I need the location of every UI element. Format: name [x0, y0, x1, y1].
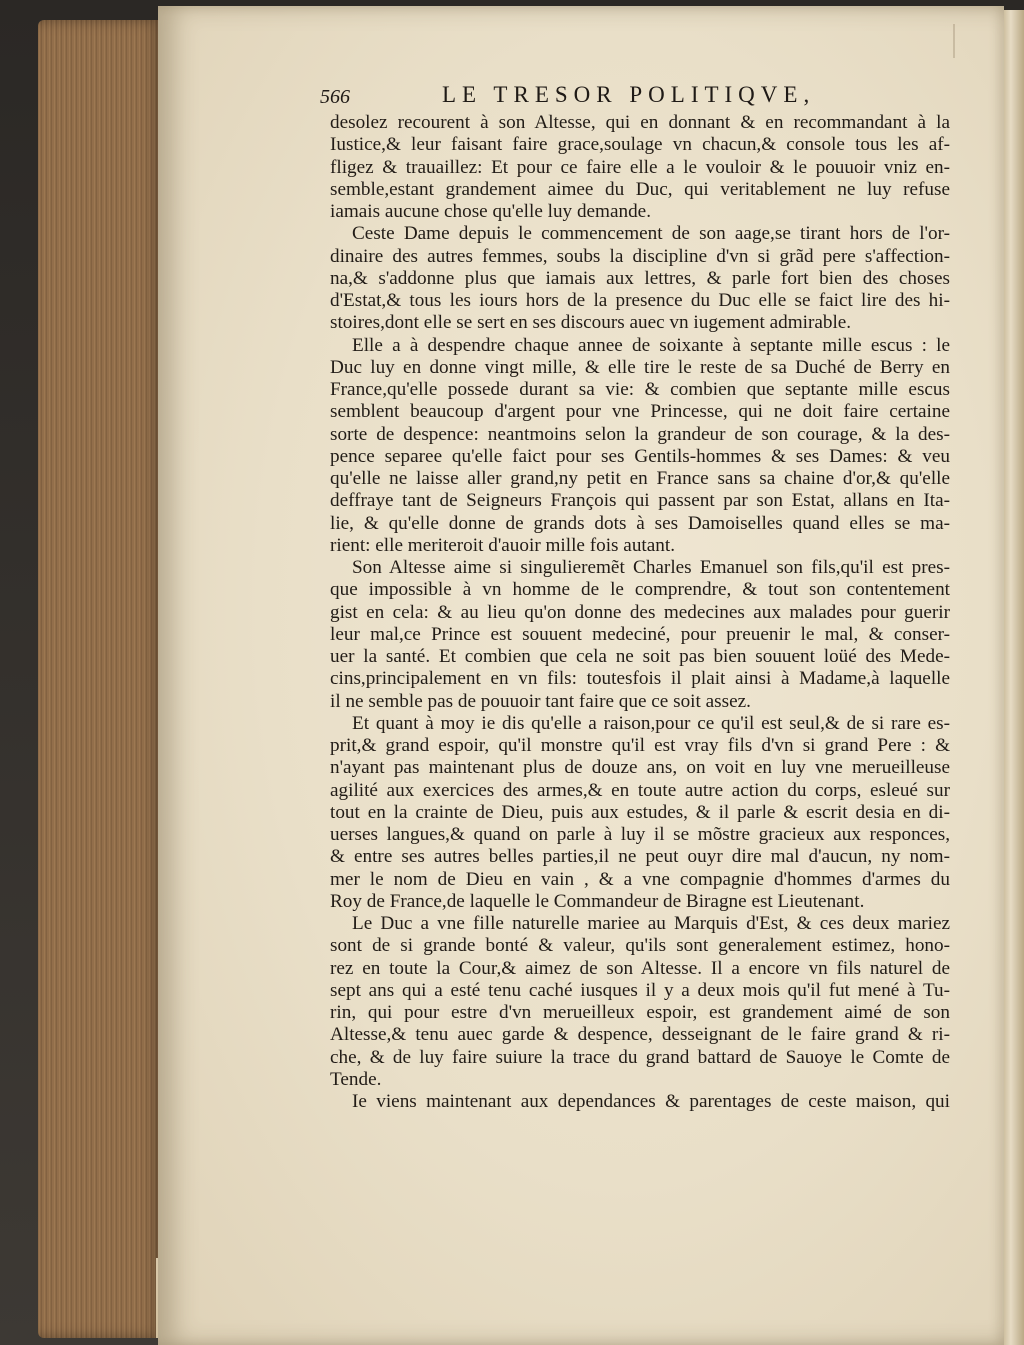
text-line: Iustice,& leur faisant faire grace,soulage vn chacun,& console tous les af- [330, 134, 950, 156]
text-line: rez en toute la Cour,& aimez de son Altesse. Il a encore vn fils naturel de [330, 957, 950, 979]
text-line: que impossible à vn homme de le comprendre, & tout son contentement [330, 579, 950, 601]
text-line: desolez recourent à son Altesse, qui en donnant & en recommandant à la [330, 112, 950, 133]
text-line: deffraye tant de Seigneurs François qui passent par son Estat, allans en Ita- [330, 490, 950, 512]
text-line: Et quant à moy ie dis qu'elle a raison,pour ce qu'il est seul,& de si rare es- [352, 712, 950, 734]
text-line: fligez & trauaillez: Et pour ce faire elle a le vouloir & le pouuoir vniz en- [330, 156, 950, 178]
facing-page-edge [1002, 10, 1024, 1345]
text-line: Son Altesse aime si singulieremẽt Charles Emanuel son fils,qu'il est pres- [352, 557, 950, 578]
text-line: Tende. [330, 1068, 382, 1090]
text-line: Elle a à despendre chaque annee de soixante à septante mille escus : le [352, 334, 950, 356]
text-line: qu'elle ne laisse aller grand,ny petit en France sans sa chaine d'or,& qu'elle [330, 468, 950, 489]
text-line: leur mal,ce Prince est souuent medeciné, pour preuenir le mal, & conser- [330, 623, 950, 645]
text-line: rin, qui pour estre d'vn merueilleux espoir, est grandement aimé de son [330, 1002, 950, 1023]
text-line: lie, & qu'elle donne de grands dots à ses Damoiselles quand elles se ma- [330, 512, 950, 534]
text-line: France,qu'elle possede durant sa vie: & combien que septante mille escus [330, 379, 950, 400]
text-line: semblent beaucoup d'argent pour vne Princesse, qui ne doit faire certaine [330, 401, 950, 423]
text-line: semble,estant grandement aimee du Duc, qui veritablement ne luy refuse [330, 178, 950, 200]
text-line: Le Duc a vne fille naturelle mariee au Marquis d'Est, & ces deux mariez [352, 913, 950, 934]
text-line: gist en cela: & au lieu qu'on donne des medecines aux malades pour guerir [330, 601, 950, 623]
text-line: Ie viens maintenant aux dependances & parentages de ceste maison, qui [352, 1091, 950, 1112]
text-line: Altesse,& tenu auec garde & despence, desseignant de le faire grand & ri- [330, 1024, 950, 1046]
text-line: uer la santé. Et combien que cela ne soit pas bien souuent loüé des Mede- [330, 646, 950, 667]
text-line: uerses langues,& quand on parle à luy il se mõstre gracieux aux responces, [330, 824, 950, 845]
text-line: Duc luy en donne vingt mille, & elle tire le reste de sa Duché de Berry en [330, 356, 950, 378]
text-line: dinaire des autres femmes, soubs la discipline d'vn si grãd pere s'affection- [330, 245, 950, 267]
text-line: che, & de luy faire suiure la trace du grand battard de Sauoye le Comte de [330, 1046, 950, 1068]
text-line: prit,& grand espoir, qu'il monstre qu'il est vray fils d'vn si grand Pere : & [330, 735, 950, 756]
page-number: 566 [320, 86, 350, 108]
text-line: stoires,dont elle se sert en ses discours auec vn iugement admirable. [330, 312, 852, 334]
book-fore-edge [38, 20, 163, 1338]
text-line: tout en la crainte de Dieu, puis aux estudes, & il parle & escrit desia en di- [330, 801, 950, 823]
text-line: n'ayant pas maintenant plus de douze ans, on voit en luy vne merueilleuse [330, 757, 950, 779]
text-line: cins,principalement en vn fils: toutesfois il plait ainsi à Madame,à laquelle [330, 668, 950, 690]
text-line: d'Estat,& tous les iours hors de la presence du Duc elle se faict lire des hi- [330, 290, 950, 311]
text-line: Ceste Dame depuis le commencement de son aage,se tirant hors de l'or- [352, 223, 950, 245]
text-line: agilité aux exercices des armes,& en toute autre action du corps, esleué sur [330, 779, 950, 801]
running-title: LE TRESOR POLITIQVE, [442, 82, 816, 107]
text-line: il ne semble pas de pouuoir tant faire que ce soit assez. [330, 690, 751, 712]
text-line: sept ans qui a esté tenu caché iusques il y a deux mois qu'il fut mené à Tu- [330, 979, 950, 1001]
body-text [330, 112, 950, 1113]
text-line: Roy de France,de laquelle le Commandeur de Biragne est Lieutenant. [330, 890, 865, 912]
text-line: iamais aucune chose qu'elle luy demande. [330, 201, 651, 222]
text-line: mer le nom de Dieu en vain , & a vne compagnie d'hommes d'armes du [330, 868, 950, 890]
text-line: sont de si grande bonté & valeur, qu'ils sont generalement estimez, hono- [330, 935, 950, 957]
text-line: & entre ses autres belles parties,il ne peut ouyr dire mal d'aucun, ny nom- [330, 846, 950, 868]
text-line: sorte de despence: neantmoins selon la grandeur de son courage, & la des- [330, 423, 950, 445]
text-line: rient: elle meriteroit d'auoir mille fois autant. [330, 534, 675, 556]
text-line: na,& s'addonne plus que iamais aux lettres, & parle fort bien des choses [330, 267, 950, 289]
text-line: pence separee qu'elle faict pour ses Gentils-hommes & ses Dames: & veu [330, 445, 950, 467]
fold-mark [953, 24, 955, 58]
